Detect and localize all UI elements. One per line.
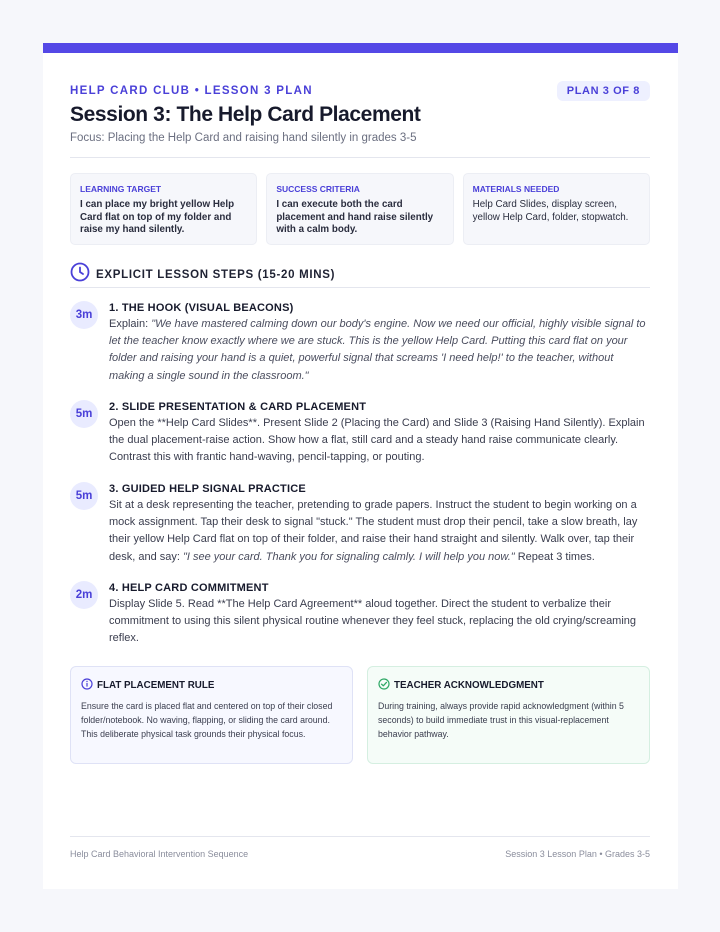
step-quote: "We have mastered calming down our body's engine. Now we need our official, highly visible signal to let the teacher know exactly where we are stuck. This is the yellow Help Card. Putting this card flat on your folder and raising your hand is a quiet, powerful signal that screams 'I need help!' to the teacher, without making a single sound in the classroom." <box>109 318 646 382</box>
footer-divider <box>70 836 650 837</box>
teacher-acknowledgment-note <box>367 666 650 764</box>
steps-heading-label: EXPLICIT LESSON STEPS (15-20 MINS) <box>96 268 336 281</box>
step-description <box>109 497 650 566</box>
check-circle-icon <box>378 678 390 693</box>
card-text: I can place my bright yellow Help Card flat on top of my folder and raise my hand silently. <box>80 199 235 235</box>
header-divider <box>70 157 650 158</box>
step-description: Display Slide 5. Read **The Help Card Agreement** aloud together. Direct the student to verbalize their commitment to using this silent physical routine whenever they feel stuck, replacing the old crying/screaming reflex. <box>109 598 637 645</box>
note-title: TEACHER ACKNOWLEDGMENT <box>394 680 544 691</box>
step-text: Sit at a desk representing the teacher, pretending to grade papers. Instruct the student to begin working on a mock assignment. Tap their desk to signal "stuck." The student must drop their pencil, take a slow breath, lay their yellow Help Card flat on top of their folder, and raise their hand straight and silently. Walk over, tap their desk, and say: <box>109 499 638 563</box>
step-title: 3. GUIDED HELP SIGNAL PRACTICE <box>109 483 306 495</box>
step-time-badge: 2m <box>70 581 98 609</box>
step-quote: "I see your card. Thank you for signaling calmly. I will help you now." <box>183 550 515 563</box>
step-title: 1. THE HOOK (VISUAL BEACONS) <box>109 302 294 314</box>
step-title: 2. SLIDE PRESENTATION & CARD PLACEMENT <box>109 401 367 413</box>
footer-right: Session 3 Lesson Plan • Grades 3-5 <box>505 849 650 859</box>
step-lead: Explain: <box>109 318 152 330</box>
card-label: MATERIALS NEEDED <box>472 184 560 194</box>
note-text: Ensure the card is placed flat and centered on top of their closed folder/notebook. No waving, flapping, or sliding the card around. This deliberate physical task grounds their physical focus. <box>81 701 333 739</box>
footer-left: Help Card Behavioral Intervention Sequence <box>70 849 249 859</box>
success-criteria-card <box>266 173 453 245</box>
card-label: SUCCESS CRITERIA <box>276 184 360 194</box>
flat-placement-note <box>70 666 353 764</box>
card-text: Help Card Slides, display screen, yellow Help Card, folder, stopwatch. <box>472 199 629 223</box>
steps-divider <box>70 287 650 288</box>
steps-heading <box>70 262 335 287</box>
info-icon <box>81 678 93 693</box>
learning-target-card <box>70 173 257 245</box>
note-title: FLAT PLACEMENT RULE <box>97 680 215 691</box>
lesson-plan-page <box>43 43 678 889</box>
objective-cards <box>70 173 650 245</box>
step-title: 4. HELP CARD COMMITMENT <box>109 582 269 594</box>
accent-top-bar <box>43 43 678 53</box>
card-label: LEARNING TARGET <box>80 184 162 194</box>
focus-line: Focus: Placing the Help Card and raising hand silently in grades 3-5 <box>70 132 417 144</box>
step-time-badge: 5m <box>70 400 98 428</box>
step-tail: Repeat 3 times. <box>514 550 595 563</box>
series-eyebrow: HELP CARD CLUB • LESSON 3 PLAN <box>70 85 313 97</box>
note-text: During training, always provide rapid acknowledgment (within 5 seconds) to build immediate trust in this visual-replacement behavior pathway. <box>378 701 624 739</box>
clock-icon <box>70 262 90 287</box>
step-time-badge: 5m <box>70 482 98 510</box>
page-title: Session 3: The Help Card Placement <box>70 103 421 126</box>
step-description: Open the **Help Card Slides**. Present Slide 2 (Placing the Card) and Slide 3 (Raising Hand Silently). Explain the dual placement-raise action. Show how a flat, still card and a steady hand raise communicate clearly. Contrast this with frantic hand-waving, pencil-tapping, or pouting. <box>109 417 645 464</box>
step-time-badge: 3m <box>70 301 98 329</box>
materials-card <box>463 173 650 245</box>
card-text: I can execute both the card placement and hand raise silently with a calm body. <box>276 199 434 235</box>
step-description <box>109 316 650 385</box>
callout-notes <box>70 666 650 764</box>
plan-badge: PLAN 3 OF 8 <box>557 81 650 101</box>
